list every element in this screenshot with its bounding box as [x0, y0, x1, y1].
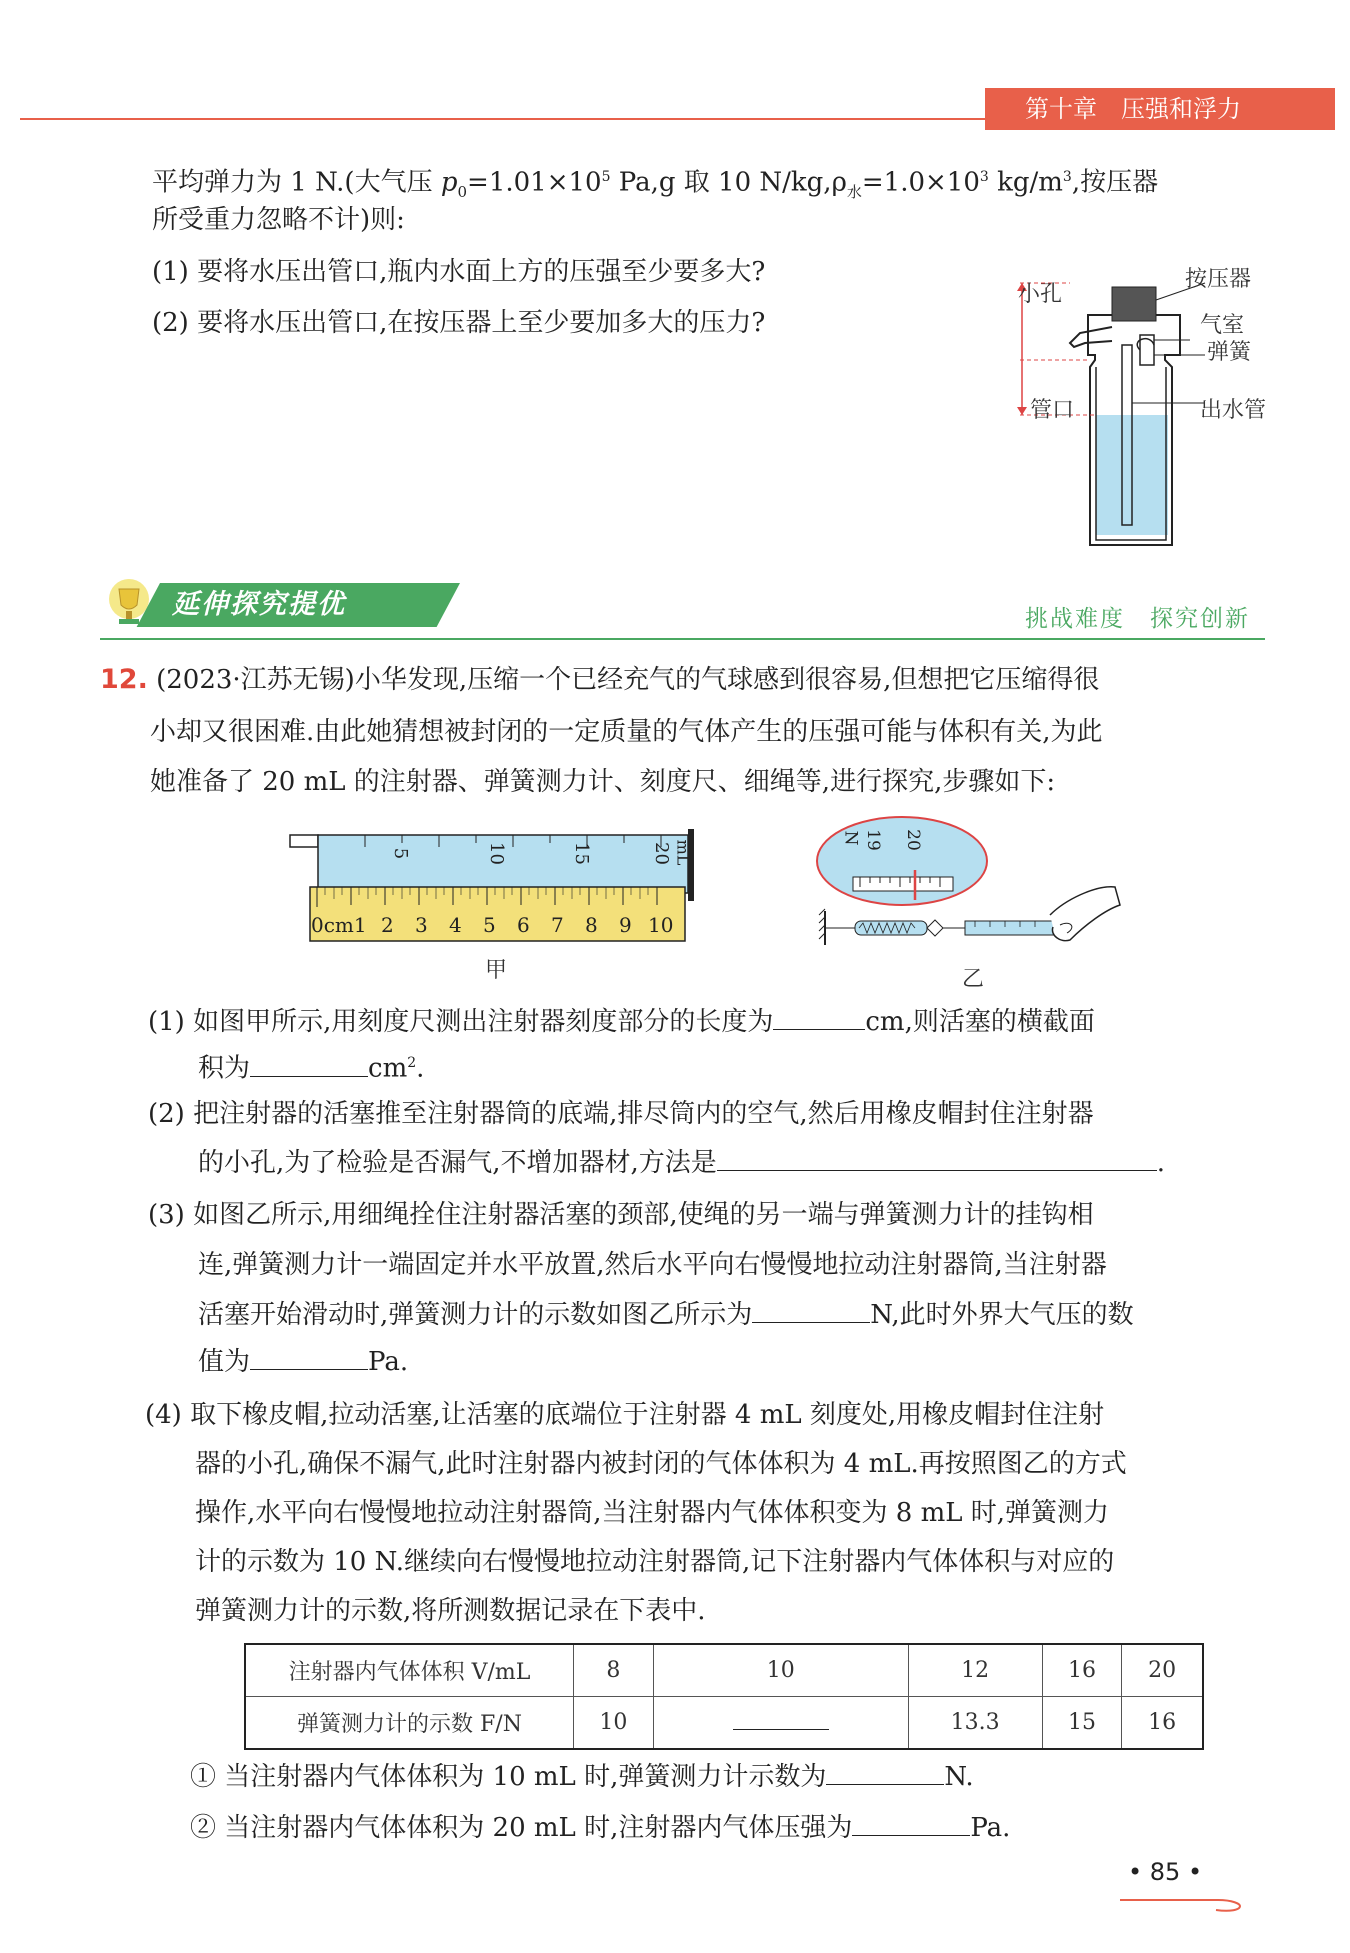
- prev-line-2: 所受重力忽略不计)则:: [152, 205, 405, 235]
- q12-part4-line1: (4) 取下橡皮帽,拉动活塞,让活塞的底端位于注射器 4 mL 刻度处,用橡皮帽封住注射: [145, 1400, 1105, 1430]
- q12-part1-line1: (1) 如图甲所示,用刻度尺测出注射器刻度部分的长度为 cm,则活塞的横截面: [148, 1002, 1095, 1042]
- prev-question-2: (2) 要将水压出管口,在按压器上至少要加多大的压力?: [152, 308, 766, 338]
- ruler-label-2: 2: [381, 913, 394, 937]
- data-table: [244, 1643, 1204, 1750]
- ruler-label-10: 10: [648, 913, 674, 937]
- table-header-volume: 注射器内气体体积 V/mL: [245, 1644, 574, 1697]
- dial-label-20: 20: [902, 829, 923, 851]
- q12-sub2: ② 当注射器内气体体积为 20 mL 时,注射器内气体压强为 Pa.: [190, 1808, 1010, 1848]
- ruler-label-6: 6: [517, 913, 530, 937]
- section-tag: 挑战难度 探究创新: [1025, 606, 1250, 632]
- prev-line-1: 平均弹力为 1 N.(大气压 $p_0=1.01\times 10^5$ Pa,g 取 10 $N/kg,\rho_水=1.0\times 10^3$ $kg/m^3$,按压器: [152, 167, 1159, 201]
- dial-label-n: N: [840, 830, 861, 846]
- chapter-title: 第十章 压强和浮力: [985, 88, 1335, 130]
- page-number-swoosh: [1118, 1892, 1248, 1914]
- table-cell: 16: [1122, 1697, 1203, 1750]
- q12-part3-line4: 值为 Pa.: [198, 1342, 408, 1382]
- ruler-label-4: 4: [449, 913, 462, 937]
- syringe-mark-15: 15: [570, 842, 592, 865]
- q12-part1-line2: 积为 $cm^2$.: [198, 1043, 424, 1089]
- table-cell: 12: [908, 1644, 1042, 1697]
- answer-blank-gas-pressure[interactable]: [852, 1809, 970, 1836]
- page-number: • 85 •: [1128, 1858, 1203, 1886]
- ruler-label-7: 7: [551, 913, 564, 937]
- answer-blank-area[interactable]: [250, 1050, 368, 1077]
- answer-blank-method[interactable]: [717, 1144, 1157, 1171]
- q12-sub1: ① 当注射器内气体体积为 10 mL 时,弹簧测力计示数为 N.: [190, 1757, 974, 1797]
- label-hole: 小孔: [1018, 282, 1063, 307]
- table-cell: 20: [1122, 1644, 1203, 1697]
- header-rule: [20, 118, 985, 120]
- q12-part3-line2: 连,弹簧测力计一端固定并水平放置,然后水平向右慢慢地拉动注射器筒,当注射器: [198, 1250, 1107, 1280]
- ruler-label-5: 5: [483, 913, 496, 937]
- table-cell: 10: [574, 1697, 654, 1750]
- label-spring: 弹簧: [1207, 340, 1252, 365]
- table-cell: 13.3: [908, 1697, 1042, 1750]
- section-title: 延伸探究提优: [172, 589, 346, 620]
- q12-part4-line2: 器的小孔,确保不漏气,此时注射器内被封闭的气体体积为 4 mL.再按照图乙的方式: [195, 1449, 1127, 1479]
- syringe-unit: mL: [673, 839, 693, 866]
- table-cell: 8: [574, 1644, 654, 1697]
- answer-blank-reading[interactable]: [826, 1758, 944, 1785]
- label-tube: 出水管: [1200, 398, 1267, 423]
- answer-blank-pressure[interactable]: [250, 1343, 368, 1370]
- label-outlet: 管口: [1030, 398, 1075, 423]
- syringe-mark-10: 10: [485, 842, 507, 865]
- q12-part3-line1: (3) 如图乙所示,用细绳拴住注射器活塞的颈部,使绳的另一端与弹簧测力计的挂钩相: [148, 1200, 1094, 1230]
- table-row-force: [245, 1697, 1203, 1750]
- syringe-mark-5: 5: [390, 847, 412, 860]
- ruler-label-0: 0cm1: [311, 913, 367, 937]
- answer-blank-length[interactable]: [773, 1003, 865, 1030]
- figure-yi-caption: 乙: [962, 967, 985, 992]
- label-press: 按压器: [1185, 267, 1252, 292]
- figure-jia-caption: 甲: [485, 958, 508, 983]
- q12-part2-line1: (2) 把注射器的活塞推至注射器筒的底端,排尽筒内的空气,然后用橡皮帽封住注射器: [148, 1099, 1094, 1129]
- q12-part4-line5: 弹簧测力计的示数,将所测数据记录在下表中.: [195, 1596, 706, 1626]
- section-rule: [100, 638, 1265, 640]
- ruler-label-9: 9: [619, 913, 632, 937]
- table-cell-blank[interactable]: [653, 1697, 908, 1750]
- syringe-mark-20: 20: [650, 842, 672, 865]
- answer-blank-force[interactable]: [752, 1296, 870, 1323]
- table-row-volume: [245, 1644, 1203, 1697]
- q12-line-3: 她准备了 20 mL 的注射器、弹簧测力计、刻度尺、细绳等,进行探究,步骤如下:: [150, 767, 1056, 797]
- q12-part2-line2: 的小孔,为了检验是否漏气,不增加器材,方法是 .: [198, 1143, 1165, 1183]
- table-cell: 16: [1042, 1644, 1122, 1697]
- ruler-label-8: 8: [585, 913, 598, 937]
- ruler-label-3: 3: [415, 913, 428, 937]
- label-chamber: 气室: [1200, 313, 1245, 338]
- q12-part4-line4: 计的示数为 10 N.继续向右慢慢地拉动注射器筒,记下注射器内气体体积与对应的: [195, 1547, 1115, 1577]
- table-cell: 15: [1042, 1697, 1122, 1750]
- q12-part4-line3: 操作,水平向右慢慢地拉动注射器筒,当注射器内气体体积变为 8 mL 时,弹簧测力: [195, 1498, 1110, 1528]
- prev-question-1: (1) 要将水压出管口,瓶内水面上方的压强至少要多大?: [152, 257, 766, 287]
- q12-line-2: 小却又很困难.由此她猜想被封闭的一定质量的气体产生的压强可能与体积有关,为此: [150, 717, 1103, 747]
- q12-line-1: 12. (2023·江苏无锡)小华发现,压缩一个已经充气的气球感到很容易,但想把它压缩得很: [100, 664, 1100, 695]
- dial-label-19: 19: [862, 829, 883, 851]
- table-cell: 10: [653, 1644, 908, 1697]
- q12-part3-line3: 活塞开始滑动时,弹簧测力计的示数如图乙所示为 N,此时外界大气压的数: [198, 1295, 1134, 1335]
- table-header-force: 弹簧测力计的示数 F/N: [245, 1697, 574, 1750]
